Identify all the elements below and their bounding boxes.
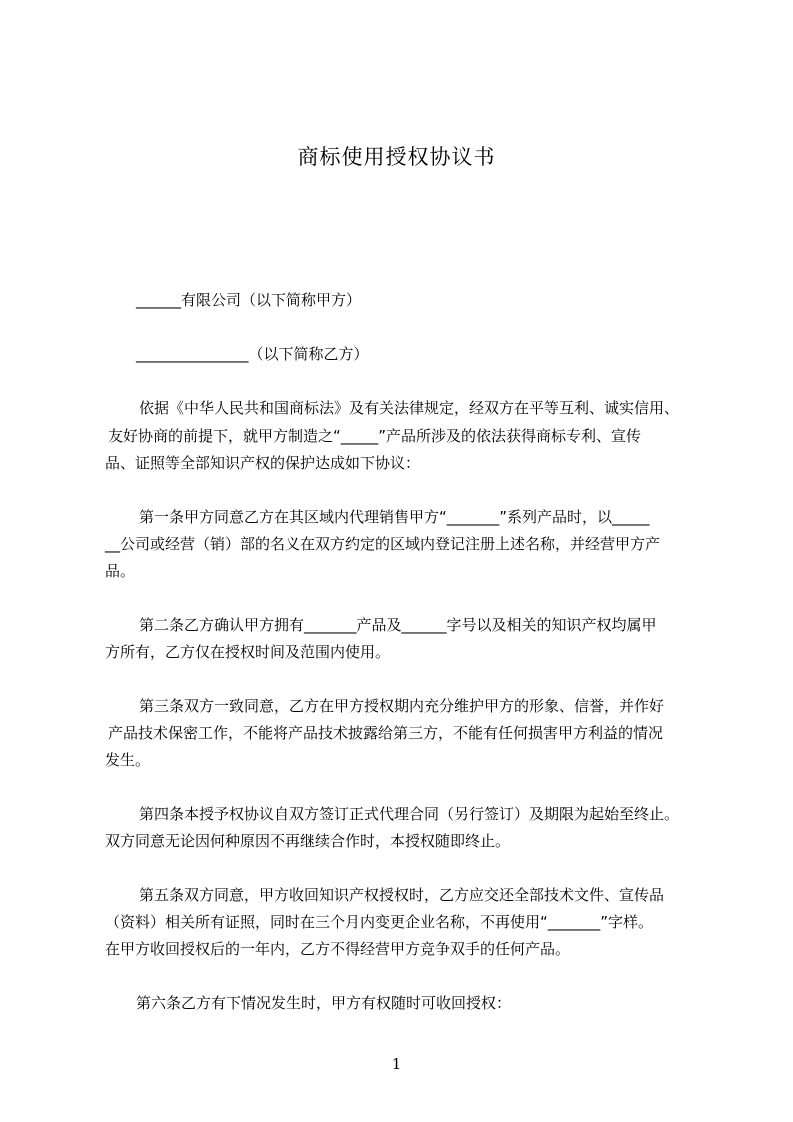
article5-line-1: 第五条双方同意，甲方收回知识产权授权时，乙方应交还全部技术文件、宣传品 (139, 886, 665, 904)
page-number: 1 (391, 1055, 402, 1073)
document-title: 商标使用授权协议书 (297, 145, 496, 169)
preamble-line-3: 品、证照等全部知识产权的保护达成如下协议： (105, 454, 421, 472)
party-a-line: ______有限公司（以下简称甲方） (136, 291, 362, 309)
article1-line-1: 第一条甲方同意乙方在其区域内代理销售甲方“_______”系列产品时，以_____ (139, 508, 650, 526)
preamble-line-2: 友好协商的前提下，就甲方制造之“_____”产品所涉及的依法获得商标专利、宣传 (108, 427, 642, 445)
article2-line-2: 方所有，乙方仅在授权时间及范围内使用。 (105, 643, 391, 661)
article4-line-1: 第四条本授予权协议自双方签订正式代理合同（另行签订）及期限为起始至终止。 (139, 805, 680, 823)
article3-line-1: 第三条双方一致同意，乙方在甲方授权期内充分维护甲方的形象、信誉，并作好 (139, 697, 665, 715)
party-b-line: _______________（以下简称乙方） (136, 345, 369, 363)
article4-line-2: 双方同意无论因何种原因不再继续合作时，本授权随即终止。 (105, 832, 511, 850)
article3-line-2: 产品技术保密工作，不能将产品技术披露给第三方，不能有任何损害甲方利益的情况 (108, 724, 664, 742)
article6-line-1: 第六条乙方有下情况发生时，甲方有权随时可收回授权： (136, 994, 512, 1012)
article1-line-3: 品。 (105, 562, 136, 580)
article5-line-3: 在甲方收回授权后的一年内，乙方不得经营甲方竞争双手的任何产品。 (105, 940, 571, 958)
article2-line-1: 第二条乙方确认甲方拥有_______产品及______字号以及相关的知识产权均属甲 (139, 616, 657, 634)
preamble-line-1: 依据《中华人民共和国商标法》及有关法律规定，经双方在平等互利、诚实信用、 (139, 399, 680, 417)
article3-line-3: 发生。 (105, 751, 151, 769)
article1-line-2: __公司或经营（销）部的名义在双方约定的区域内登记注册上述名称，并经营甲方产 (105, 535, 661, 553)
article5-line-2: （资料）相关所有证照，同时在三个月内变更企业名称，不再使用“_______”字样。 (105, 913, 654, 931)
